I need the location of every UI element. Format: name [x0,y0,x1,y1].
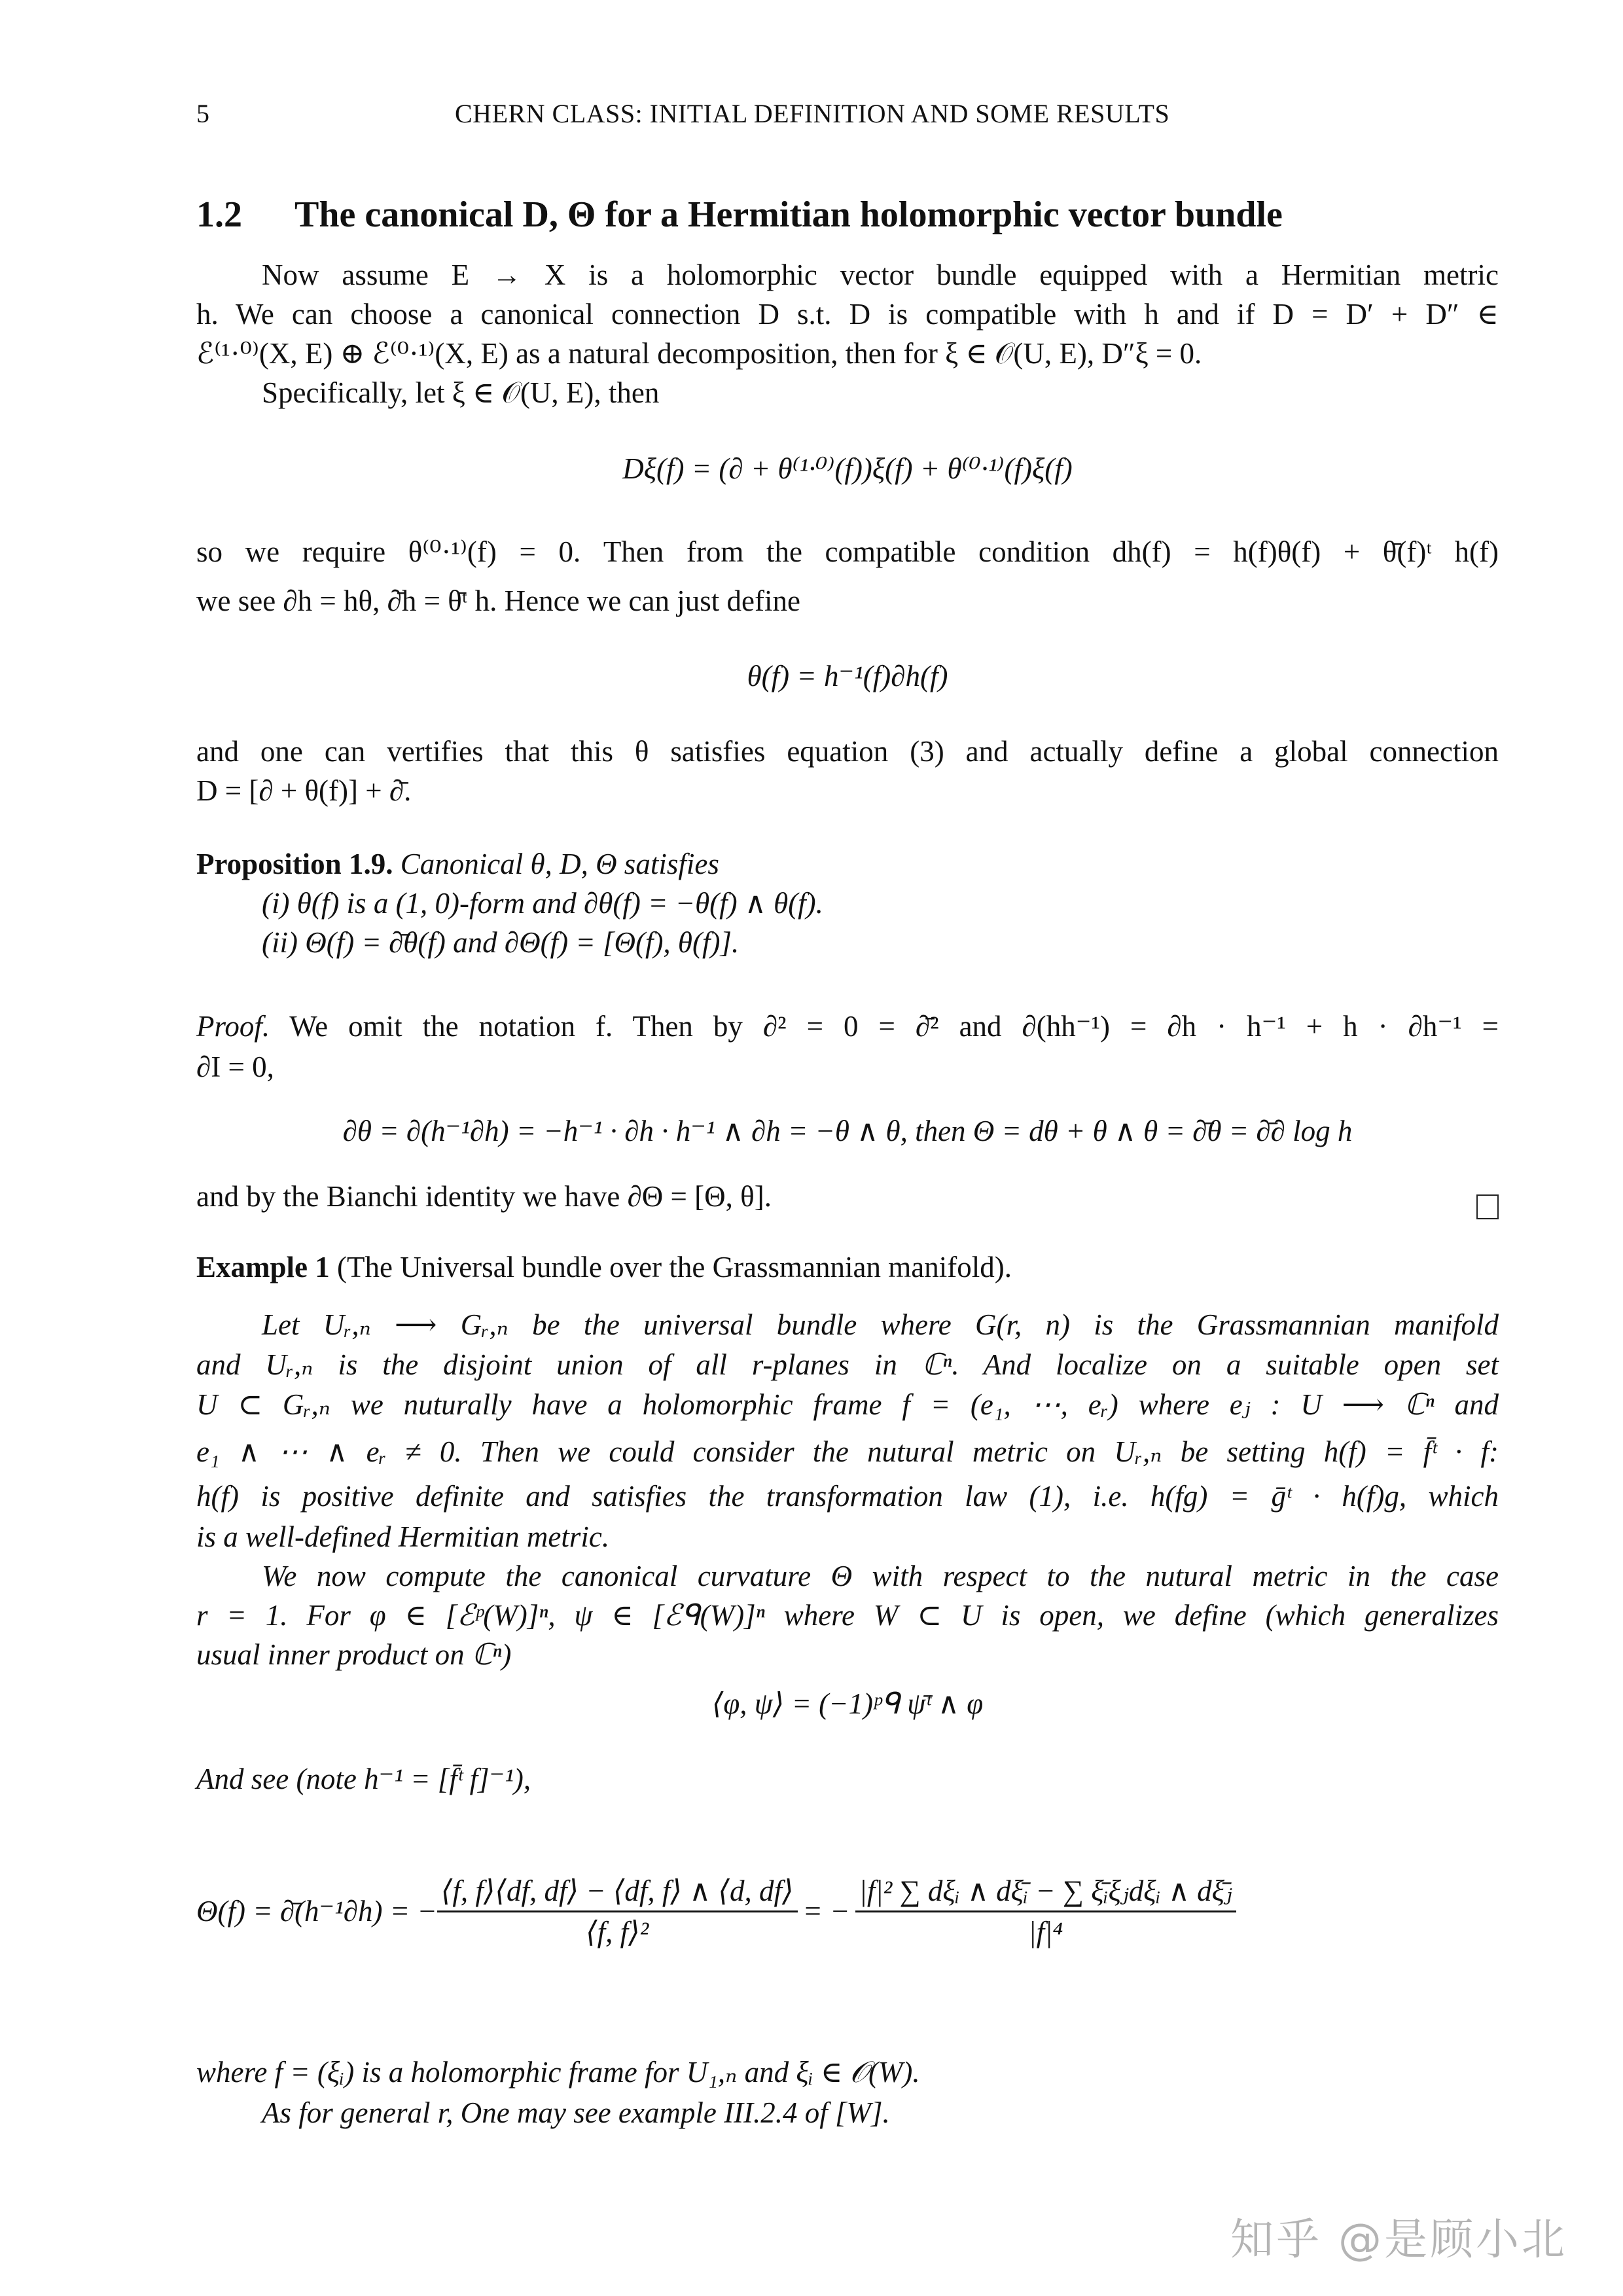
example-line: As for general r, One may see example III.2.4 of [W]. [262,2096,890,2129]
example-line: h(f) is positive definite and satisfies the transformation law (1), i.e. h(fg) = ḡᵗ · h(f)g, which [196,1480,1499,1513]
example-line: where f = (ξᵢ) is a holomorphic frame for U₁,ₙ and ξᵢ ∈ 𝒪(W). [196,2056,920,2089]
display-equation: ∂θ = ∂(h⁻¹∂h) = −h⁻¹ · ∂h · h⁻¹ ∧ ∂h = −θ ∧ θ, then Θ = dθ + θ ∧ θ = ∂̄θ = ∂̄∂ log h [342,1115,1353,1147]
paragraph-line: so we require θ⁽⁰·¹⁾(f) = 0. Then from the compatible condition dh(f) = h(f)θ(f) + θ̄(f)ᵗ h(f) [196,535,1499,568]
paragraph-line: ℰ⁽¹·⁰⁾(X, E) ⊕ ℰ⁽⁰·¹⁾(X, E) as a natural decomposition, then for ξ ∈ 𝒪(U, E), D″ξ = 0. [196,337,1202,370]
section-title: The canonical D, Θ for a Hermitian holomorphic vector bundle [294,194,1283,235]
equation-mid: = − [802,1895,850,1928]
paragraph-line: and one can vertifies that this θ satisfies equation (3) and actually define a global connection [196,735,1499,768]
fraction-2-numerator: |f|² ∑ dξᵢ ∧ dξ̄ᵢ − ∑ ξ̄ᵢξⱼdξᵢ ∧ dξ̄ⱼ [855,1871,1236,1912]
example-label: Example 1 [196,1251,330,1283]
display-equation: ⟨φ, ψ⟩ = (−1)ᵖᑫ ψ̄ᵗ ∧ φ [711,1687,984,1720]
qed-box-icon [1476,1194,1499,1219]
example-line: We now compute the canonical curvature Θ with respect to the nutural metric in the case [262,1560,1499,1592]
paragraph-line: D = [∂ + θ(f)] + ∂̄. [196,774,412,807]
proposition-label: Proposition 1.9. [196,848,393,880]
proposition-item: (i) θ(f) is a (1, 0)-form and ∂θ(f) = −θ(f) ∧ θ(f). [262,887,823,920]
paragraph-line: Specifically, let ξ ∈ 𝒪(U, E), then [262,376,660,409]
fraction-1-denominator: ⟨f, f⟩² [586,1915,649,1948]
fraction-1 [437,1871,798,1952]
example-line: and Uᵣ,ₙ is the disjoint union of all r-planes in ℂⁿ. And localize on a suitable open set [196,1348,1499,1381]
section-heading [196,194,1499,236]
proof-closing: and by the Bianchi identity we have ∂Θ = [Θ, θ]. [196,1180,772,1213]
example-line: U ⊂ Gᵣ,ₙ we nuturally have a holomorphic frame f = (e₁, ⋯, eᵣ) where eⱼ : U ⟶ ℂⁿ and [196,1388,1499,1421]
display-equation: θ(f) = h⁻¹(f)∂h(f) [747,660,948,692]
watermark: 知乎 @是顾小北 [1230,2214,1567,2265]
example-line: e₁ ∧ ⋯ ∧ eᵣ ≠ 0. Then we could consider the nutural metric on Uᵣ,ₙ be setting h(f) = f̄ᵗ · f: [196,1435,1499,1468]
example-title: (The Universal bundle over the Grassmannian manifold). [337,1251,1012,1283]
fraction-1-numerator: ⟨f, f⟩⟨df, df⟩ − ⟨df, f⟩ ∧ ⟨d, df⟩ [437,1871,798,1912]
fraction-2 [855,1871,1236,1952]
display-equation: Dξ(f) = (∂ + θ⁽¹·⁰⁾(f))ξ(f) + θ⁽⁰·¹⁾(f)ξ(f) [622,452,1073,485]
proposition [196,846,1499,882]
fraction-2-denominator: |f|⁴ [1028,1915,1063,1948]
proof-label: Proof. [196,1010,270,1043]
proposition-item: (ii) Θ(f) = ∂̄θ(f) and ∂Θ(f) = [Θ(f), θ(f)]. [262,926,740,959]
proof-line [196,1008,1499,1045]
section-number: 1.2 [196,194,242,235]
paragraph-line: h. We can choose a canonical connection D s.t. D is compatible with h and if D = D′ + D″ ∈ [196,298,1499,331]
example-heading [196,1249,1499,1285]
example-line: r = 1. For φ ∈ [ℰᵖ(W)]ⁿ, ψ ∈ [ℰᑫ(W)]ⁿ where W ⊂ U is open, we define (which generalizes [196,1599,1499,1632]
example-line: is a well-defined Hermitian metric. [196,1520,610,1553]
paragraph-line: Now assume E → X is a holomorphic vector bundle equipped with a Hermitian metric [262,259,1499,291]
paragraph-line: we see ∂h = hθ, ∂̄h = θ̄ᵗ h. Hence we can just define [196,584,800,617]
page-number: 5 [196,99,209,128]
example-line: usual inner product on ℂⁿ) [196,1638,512,1671]
proof-text: We omit the notation f. Then by ∂² = 0 = ∂̄² and ∂(hh⁻¹) = ∂h · h⁻¹ + h · ∂h⁻¹ = [289,1010,1499,1043]
example-line: Let Uᵣ,ₙ ⟶ Gᵣ,ₙ be the universal bundle where G(r, n) is the Grassmannian manifold [262,1308,1499,1341]
proof-line: ∂I = 0, [196,1050,274,1083]
curvature-equation [196,1859,1499,1964]
equation-lhs: Θ(f) = ∂̄(h⁻¹∂h) = − [196,1895,437,1928]
example-line: And see (note h⁻¹ = [f̄ᵗ f]⁻¹), [196,1763,531,1795]
proposition-statement: Canonical θ, D, Θ satisfies [400,848,719,880]
running-title: CHERN CLASS: INITIAL DEFINITION AND SOME RESULTS [455,99,1170,128]
